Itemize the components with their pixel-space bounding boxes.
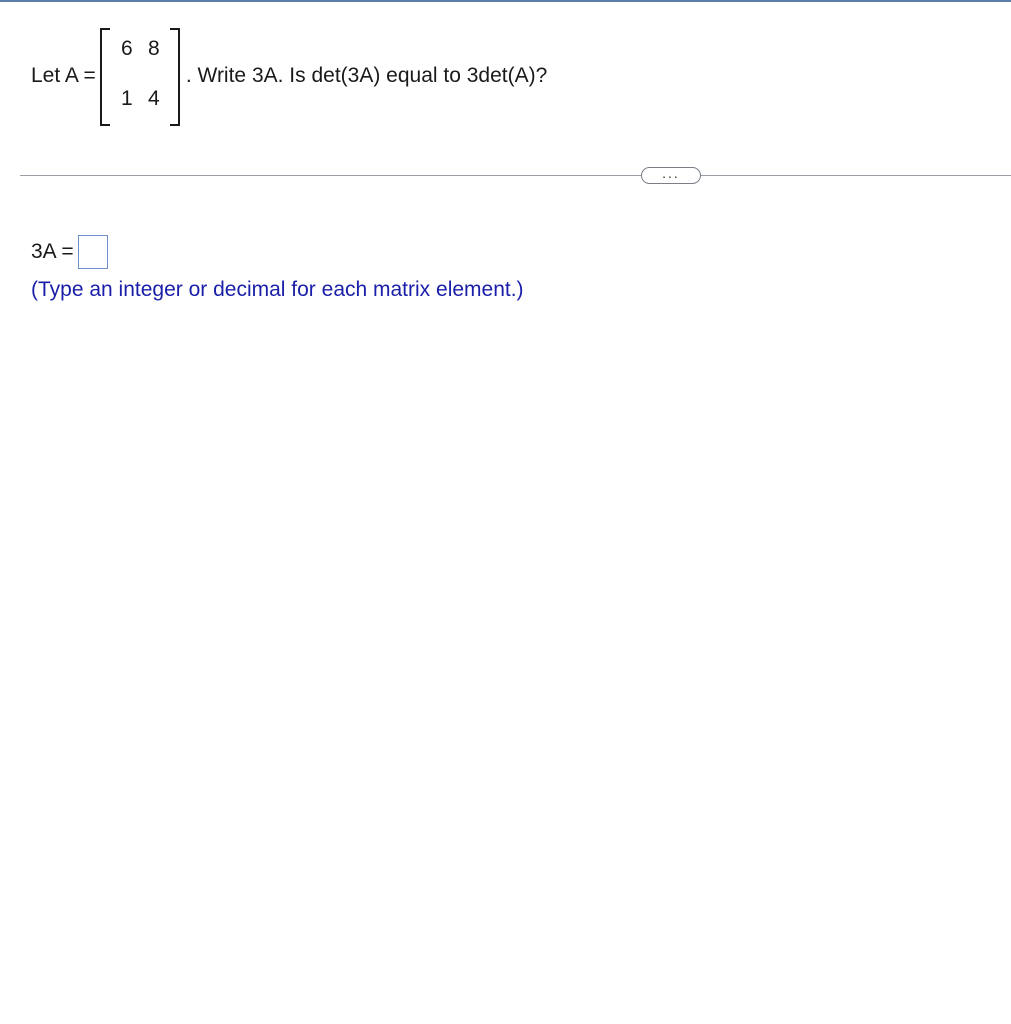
matrix-cell-1-2: 8 [147, 37, 160, 60]
answer-input[interactable] [78, 235, 108, 269]
answer-label: 3A = [31, 240, 74, 263]
answer-row [31, 233, 108, 271]
matrix-cell-2-2: 4 [147, 87, 160, 110]
question-lhs: Let A = [31, 64, 96, 87]
section-divider [20, 175, 1011, 176]
top-border [0, 0, 1011, 2]
question-rest: . Write 3A. Is det(3A) equal to 3det(A)? [185, 64, 548, 87]
matrix-a [100, 28, 180, 124]
matrix-cell-2-1: 1 [120, 87, 133, 110]
matrix-right-bracket [170, 28, 180, 126]
answer-hint: (Type an integer or decimal for each matrix element.) [31, 278, 524, 301]
matrix-cell-1-1: 6 [120, 37, 133, 60]
ellipsis-icon: ... [662, 164, 680, 181]
more-options-button[interactable] [641, 164, 701, 184]
question-text [31, 28, 547, 124]
matrix-left-bracket [100, 28, 110, 126]
